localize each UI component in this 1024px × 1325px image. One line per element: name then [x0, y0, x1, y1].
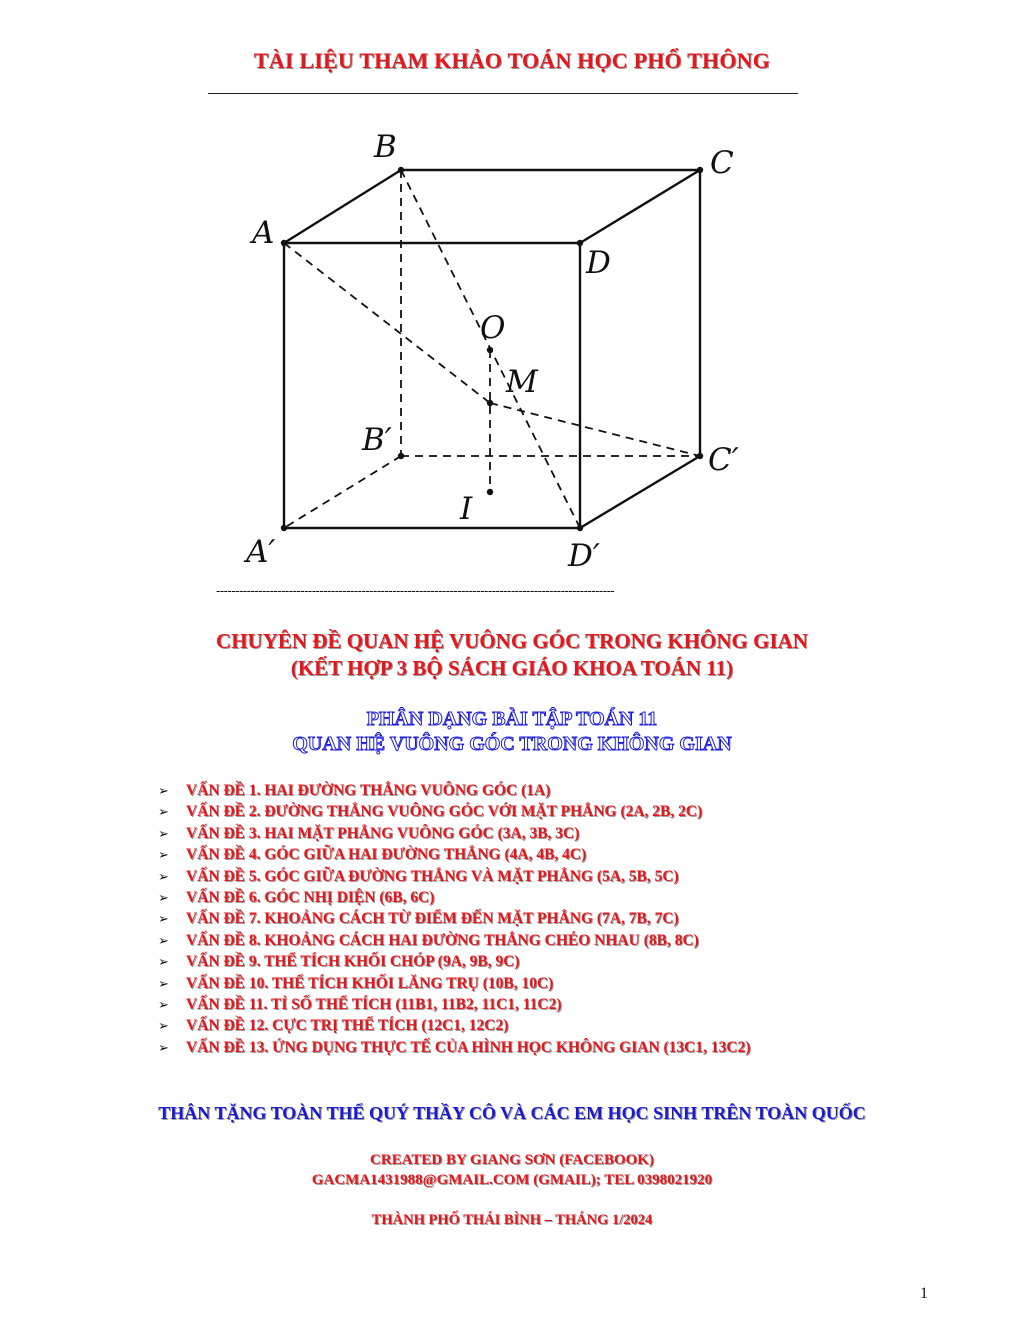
dashed-divider: -------------------------------------------------------------------------------------------------------- [216, 583, 615, 593]
label-D-prime: D′ [568, 538, 600, 574]
point-M [487, 400, 493, 406]
list-item-label: VẤN ĐỀ 6. GÓC NHỊ DIỆN (6B, 6C) [186, 888, 435, 906]
arrow-bullet-icon: ➢ [158, 848, 169, 864]
edge-CD [580, 170, 700, 243]
list-item-label: VẤN ĐỀ 8. KHOẢNG CÁCH HAI ĐƯỜNG THẲNG CHÉO NHAU (8B, 8C) [186, 931, 699, 949]
arrow-bullet-icon: ➢ [158, 997, 169, 1013]
point-C-prime [697, 453, 703, 459]
arrow-bullet-icon: ➢ [158, 976, 169, 992]
line-AM [284, 243, 490, 403]
list-item [158, 973, 750, 994]
list-item-label: VẤN ĐỀ 12. CỰC TRỊ THỂ TÍCH (12C1, 12C2) [186, 1017, 509, 1035]
list-item-label: VẤN ĐỀ 3. HAI MẶT PHẲNG VUÔNG GÓC (3A, 3B, 3C) [186, 824, 580, 842]
edge-A-prime-B-prime-hidden [284, 456, 401, 528]
list-item-label: VẤN ĐỀ 7. KHOẢNG CÁCH TỪ ĐIỂM ĐẾN MẶT PHẲNG (7A, 7B, 7C) [186, 910, 679, 928]
list-item-label: VẤN ĐỀ 2. ĐƯỜNG THẲNG VUÔNG GÓC VỚI MẶT PHẲNG (2A, 2B, 2C) [186, 803, 703, 821]
location-date: THÀNH PHỐ THÁI BÌNH – THÁNG 1/2024 [371, 1212, 653, 1228]
list-item [158, 1015, 750, 1036]
list-item [158, 866, 750, 887]
label-O: O [480, 310, 506, 346]
point-O [487, 347, 493, 353]
arrow-bullet-icon: ➢ [158, 912, 169, 928]
list-item-label: VẤN ĐỀ 5. GÓC GIỮA ĐƯỜNG THẲNG VÀ MẶT PHẲNG (5A, 5B, 5C) [186, 867, 679, 885]
list-item [158, 930, 750, 951]
document-header-title: TÀI LIỆU THAM KHẢO TOÁN HỌC PHỔ THÔNG [253, 48, 771, 73]
list-item-label: VẤN ĐỀ 9. THỂ TÍCH KHỐI CHÓP (9A, 9B, 9C) [186, 953, 520, 971]
arrow-bullet-icon: ➢ [158, 1040, 169, 1056]
subtitle-line-2: QUAN HỆ VUÔNG GÓC TRONG KHÔNG GIAN [292, 733, 732, 755]
list-item [158, 823, 750, 844]
page-number: 1 [920, 1285, 928, 1302]
arrow-bullet-icon: ➢ [158, 784, 169, 799]
label-D: D [586, 245, 611, 281]
author-credit: CREATED BY GIANG SƠN (FACEBOOK) [370, 1152, 654, 1168]
edge-D-prime-C-prime [580, 456, 700, 528]
list-item [158, 1037, 750, 1058]
arrow-bullet-icon: ➢ [158, 805, 169, 821]
point-D-prime [577, 525, 583, 531]
label-C: C [710, 145, 734, 181]
subtitle-line-1: PHÂN DẠNG BÀI TẬP TOÁN 11 [366, 708, 658, 730]
author-contact: GACMA1431988@GMAIL.COM (GMAIL); TEL 0398021920 [311, 1172, 713, 1188]
list-item [158, 951, 750, 972]
list-item-label: VẤN ĐỀ 4. GÓC GIỮA HAI ĐƯỜNG THẲNG (4A, 4B, 4C) [186, 846, 587, 864]
label-M: M [506, 364, 538, 400]
topic-title-line-1: CHUYÊN ĐỀ QUAN HỆ VUÔNG GÓC TRONG KHÔNG GIAN [216, 629, 808, 653]
cube-figure [0, 0, 1024, 600]
list-item [158, 908, 750, 929]
list-item [158, 801, 750, 822]
topic-title-line-2: (KẾT HỢP 3 BỘ SÁCH GIÁO KHOA TOÁN 11) [290, 656, 734, 680]
list-item [158, 887, 750, 908]
arrow-bullet-icon: ➢ [158, 826, 169, 842]
point-D [577, 240, 583, 246]
arrow-bullet-icon: ➢ [158, 869, 169, 885]
list-item [158, 844, 750, 865]
arrow-bullet-icon: ➢ [158, 890, 169, 906]
list-item [158, 780, 750, 801]
label-A: A [252, 215, 275, 251]
arrow-bullet-icon: ➢ [158, 955, 169, 971]
point-B-prime [398, 453, 404, 459]
edge-AB [284, 170, 401, 243]
point-A-prime [281, 525, 287, 531]
arrow-bullet-icon: ➢ [158, 933, 169, 949]
point-I [487, 489, 493, 495]
point-B [398, 167, 404, 173]
dedication-line: THÂN TẶNG TOÀN THỂ QUÝ THẦY CÔ VÀ CÁC EM HỌC SINH TRÊN TOÀN QUỐC [158, 1103, 866, 1123]
label-B: B [374, 129, 397, 165]
list-item-label: VẤN ĐỀ 1. HAI ĐƯỜNG THẲNG VUÔNG GÓC (1A) [186, 782, 551, 799]
list-item-label: VẤN ĐỀ 10. THỂ TÍCH KHỐI LĂNG TRỤ (10B, 10C) [186, 974, 554, 992]
label-I: I [460, 491, 473, 527]
list-item-label: VẤN ĐỀ 13. ỨNG DỤNG THỰC TẾ CỦA HÌNH HỌC KHÔNG GIAN (13C1, 13C2) [186, 1038, 751, 1056]
label-A-prime: A′ [246, 534, 276, 570]
topic-list [158, 780, 750, 1058]
arrow-bullet-icon: ➢ [158, 1019, 169, 1035]
point-C [697, 167, 703, 173]
label-B-prime: B′ [362, 422, 392, 458]
point-A [281, 240, 287, 246]
list-item-label: VẤN ĐỀ 11. TỈ SỐ THỂ TÍCH (11B1, 11B2, 11C1, 11C2) [186, 995, 562, 1013]
label-C-prime: C′ [708, 442, 739, 478]
list-item [158, 994, 750, 1015]
